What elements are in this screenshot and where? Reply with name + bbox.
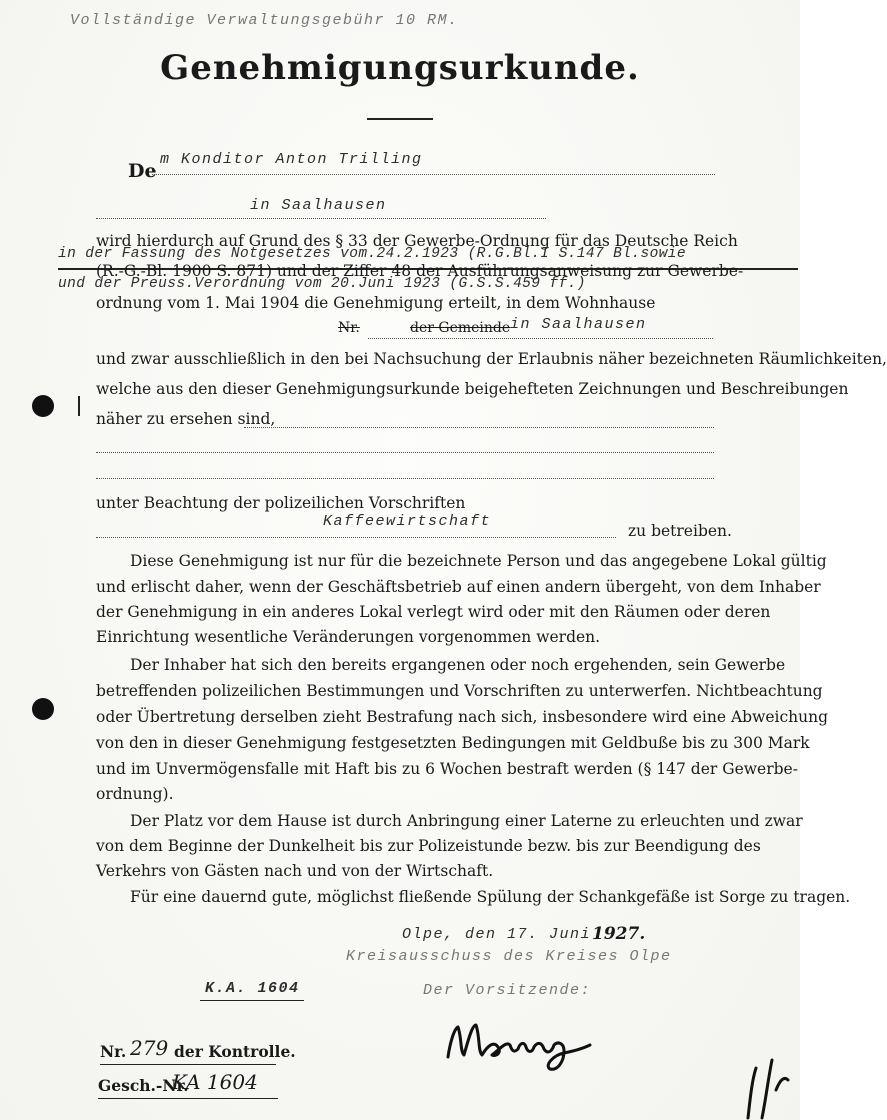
gemeinde-line <box>368 338 713 339</box>
control-suffix: der Kontrolle. <box>174 1042 296 1061</box>
recipient-place-line <box>96 218 546 219</box>
place-date: Olpe, den 17. Juni <box>402 926 592 943</box>
para1-line-3: der Genehmigung in ein anderes Lokal verlegt wird oder mit den Räumen oder deren <box>96 603 771 621</box>
business-line-1: unter Beachtung der polizeilichen Vorschriften <box>96 494 466 512</box>
para4: Für eine dauernd gute, möglichst fließende Spülung der Schankgefäße ist Sorge zu tragen. <box>130 888 851 906</box>
rooms-line-2: welche aus den dieser Genehmigungsurkunde beigehefteten Zeichnungen und Beschreibungen <box>96 380 849 398</box>
blank-line-1 <box>96 452 714 453</box>
issuing-authority: Kreisausschuss des Kreises Olpe <box>346 948 672 965</box>
control-prefix: Nr. <box>100 1042 127 1061</box>
title-rule <box>367 118 433 120</box>
para1-line-2: und erlischt daher, wenn der Geschäftsbetrieb auf einen andern übergeht, von dem Inhaber <box>96 578 821 596</box>
recipient-name: m Konditor Anton Trilling <box>160 151 423 168</box>
para2-line-2: betreffenden polizeilichen Bestimmungen und Vorschriften zu unterwerfen. Nichtbeachtung <box>96 682 823 700</box>
rooms-line-1: und zwar ausschließlich in den bei Nachsuchung der Erlaubnis näher bezeichneten Räumlichkeiten, <box>96 350 887 368</box>
recipient-name-line <box>152 174 715 175</box>
grant-line-2: (R.-G.-Bl. 1900 S. 871) und der Ziffer 48 der Ausführungsanweisung zur Gewerbe- <box>96 262 744 280</box>
recipient-place: in Saalhausen <box>250 197 387 214</box>
para2-line-1: Der Inhaber hat sich den bereits ergangenen oder noch ergehenden, sein Gewerbe <box>130 656 786 674</box>
corner-pen-mark <box>736 1050 796 1120</box>
para1-line-4: Einrichtung wesentliche Veränderungen vorgenommen werden. <box>96 628 601 646</box>
rooms-line-3-fill <box>244 427 714 428</box>
nr-label: Nr. <box>338 320 360 336</box>
year: 1927. <box>592 924 646 944</box>
gesch-underline <box>98 1098 278 1099</box>
chairman-label: Der Vorsitzende: <box>423 982 592 999</box>
rooms-line-3: näher zu ersehen sind, <box>96 410 276 428</box>
para2-line-6: ordnung). <box>96 785 174 803</box>
gemeinde-value: in Saalhausen <box>510 316 647 333</box>
para3-line-3: Verkehrs von Gästen nach und von der Wirtschaft. <box>96 862 494 880</box>
gesch-label: Gesch.-Nr. <box>98 1076 189 1095</box>
grant-line-1: wird hierdurch auf Grund des § 33 der Gewerbe-Ordnung für das Deutsche Reich <box>96 232 738 250</box>
grant-overlay-1: in der Fassung des Notgesetzes vom.24.2.1923 (R.G.Bl.I S.147 Bl.sowie <box>58 246 686 262</box>
gesch-number: KA 1604 <box>172 1070 258 1094</box>
control-number: 279 <box>130 1036 169 1060</box>
recipient-prefix: De <box>128 160 157 182</box>
para2-line-5: und im Unvermögensfalle mit Haft bis zu 6 Wochen bestraft werden (§ 147 der Gewerbe- <box>96 760 798 778</box>
grant-overlay-2: und der Preuss.Verordnung vom 20.Juni 1923 (G.S.S.459 ff.) <box>58 276 586 292</box>
business-type-line <box>96 537 616 538</box>
business-suffix: zu betreiben. <box>628 522 732 540</box>
binder-hole-top <box>32 395 54 417</box>
margin-mark <box>78 396 80 416</box>
business-type: Kaffeewirtschaft <box>323 513 492 530</box>
fee-note: Vollständige Verwaltungsgebühr 10 RM. <box>70 12 459 29</box>
chairman-signature <box>440 1005 600 1075</box>
control-underline <box>100 1064 276 1065</box>
para1-line-1: Diese Genehmigung ist nur für die bezeichnete Person und das angegebene Lokal gültig <box>130 552 827 570</box>
document-title: Genehmigungsurkunde. <box>160 48 640 88</box>
para2-line-4: von den in dieser Genehmigung festgesetzten Bedingungen mit Geldbuße bis zu 300 Mark <box>96 734 810 752</box>
gemeinde-label: der Gemeinde <box>410 320 511 336</box>
para3-line-1: Der Platz vor dem Hause ist durch Anbringung einer Laterne zu erleuchten und zwar <box>130 812 803 830</box>
ka-number: K.A. 1604 <box>205 980 300 997</box>
binder-hole-bottom <box>32 698 54 720</box>
para2-line-3: oder Übertretung derselben zieht Bestrafung nach sich, insbesondere wird eine Abweichung <box>96 708 829 726</box>
blank-line-2 <box>96 478 714 479</box>
grant-line-3: ordnung vom 1. Mai 1904 die Genehmigung erteilt, in dem Wohnhause <box>96 294 656 312</box>
ka-number-underline <box>200 1000 304 1001</box>
para3-line-2: von dem Beginne der Dunkelheit bis zur Polizeistunde bezw. bis zur Beendigung des <box>96 837 761 855</box>
